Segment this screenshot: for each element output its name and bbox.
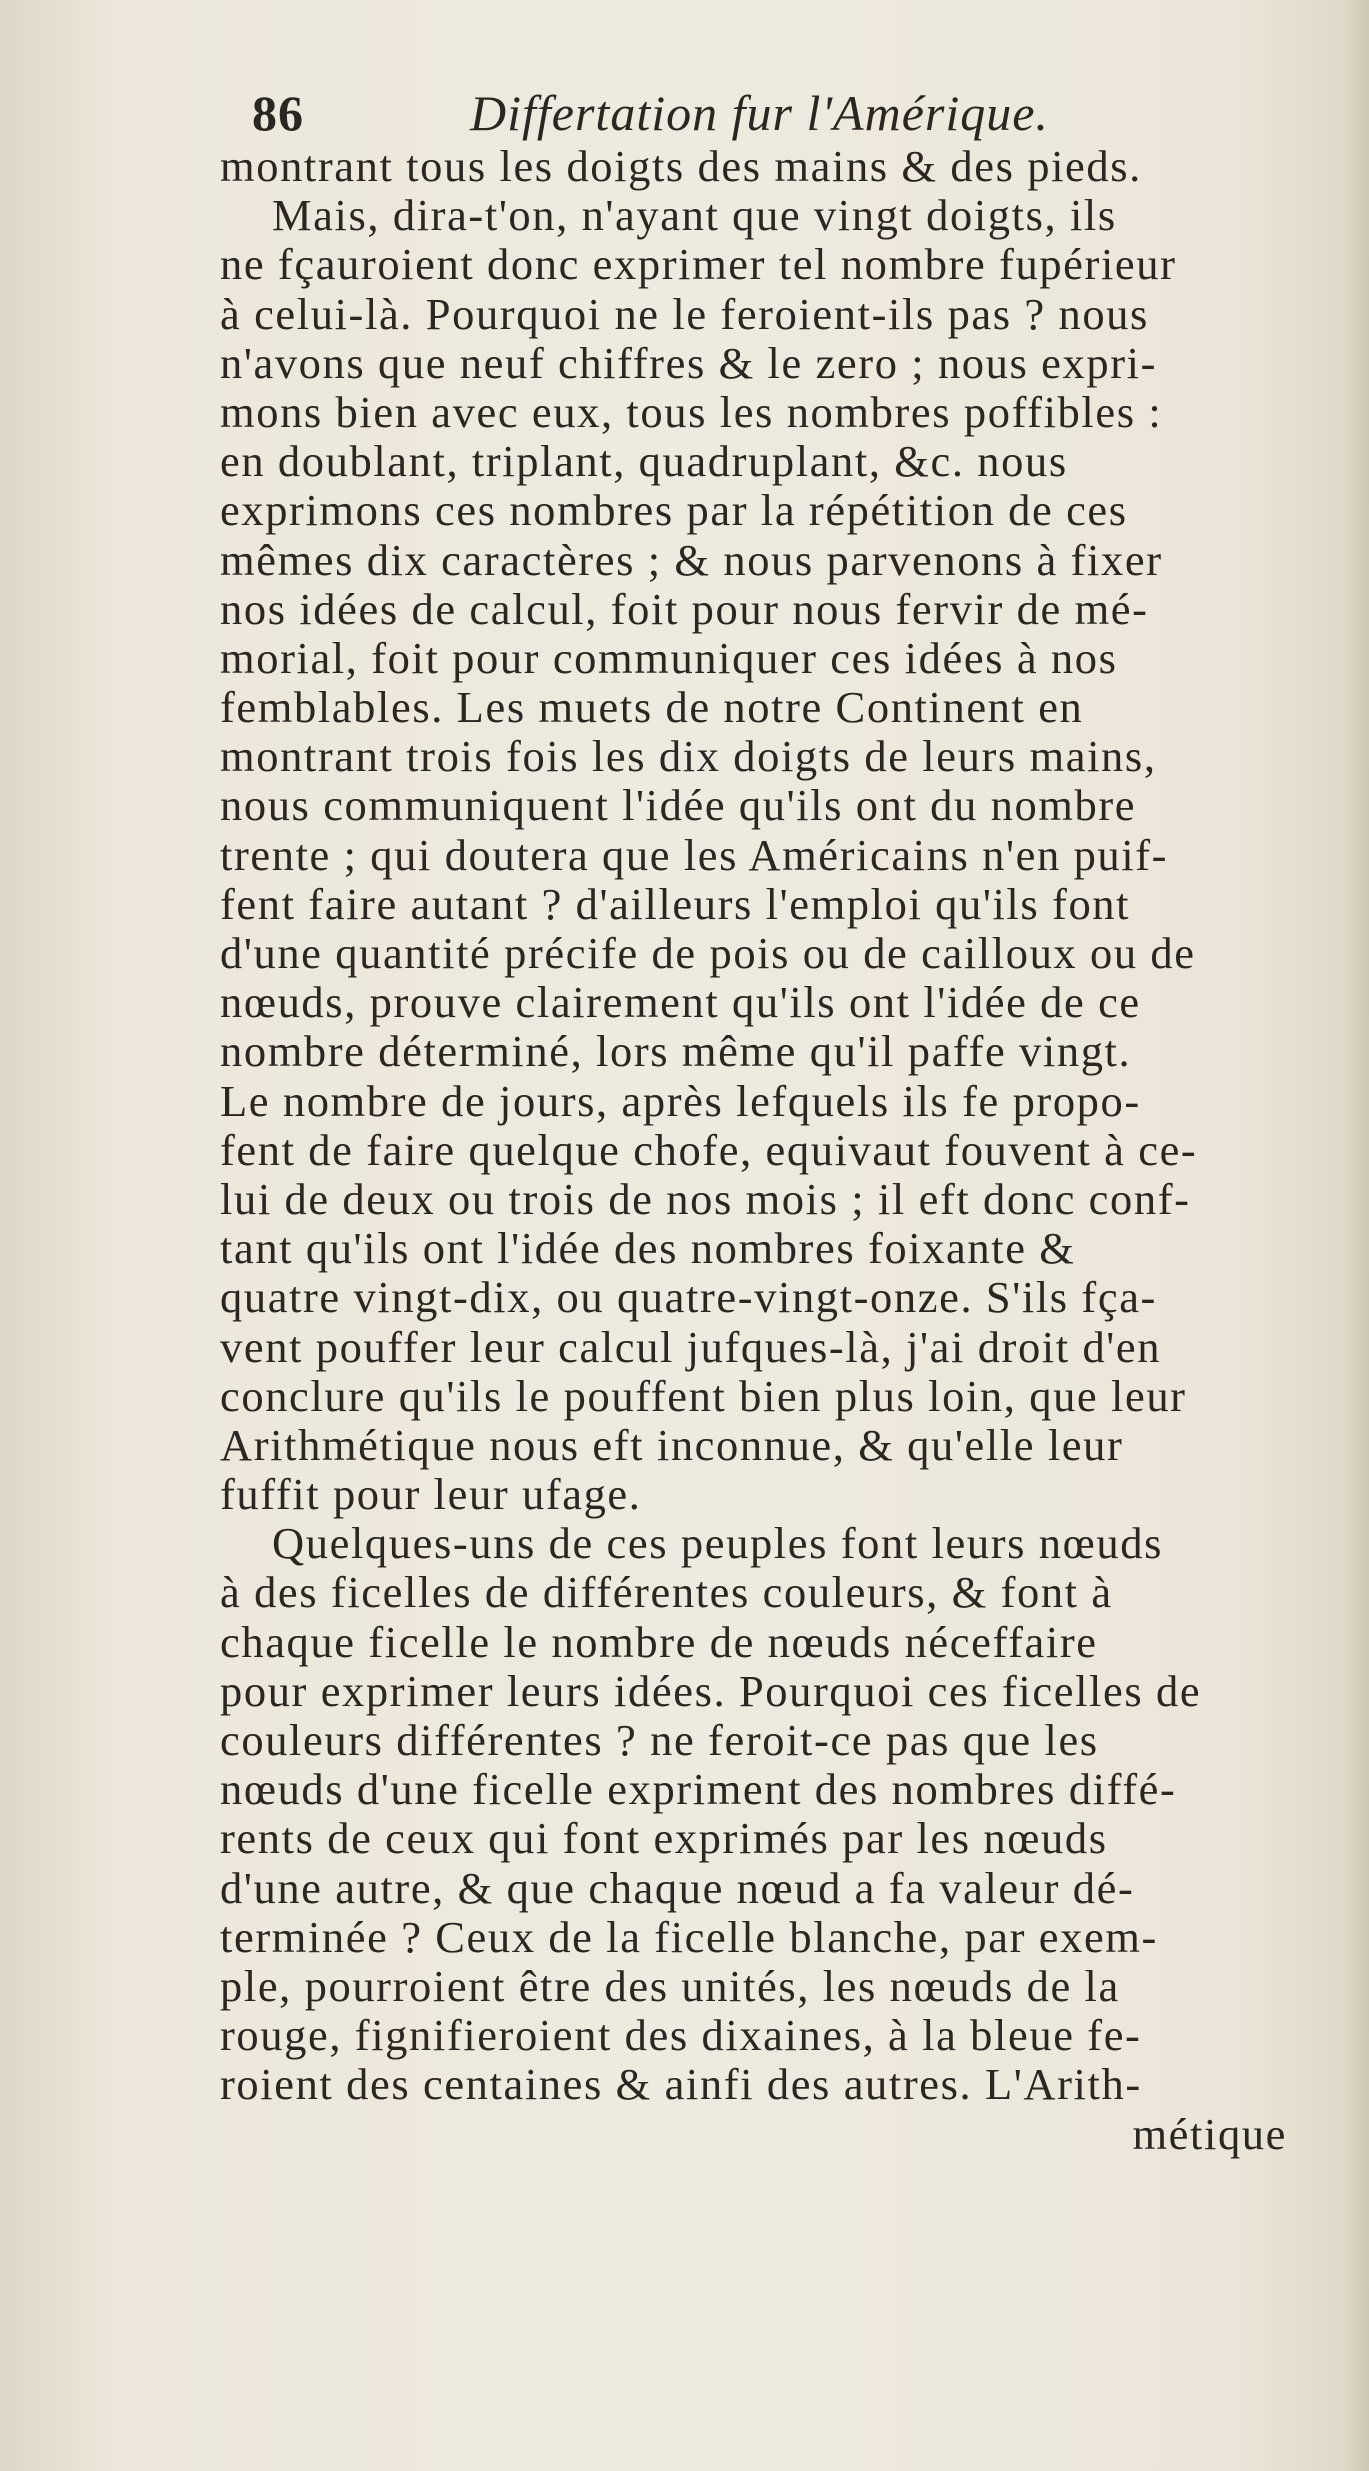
text-line: vent pouffer leur calcul jufques-là, j'ai droit d'en — [220, 1321, 1162, 1372]
text-line: d'une autre, & que chaque nœud a fa valeur dé- — [220, 1862, 1135, 1913]
catchword: métique — [1132, 2108, 1287, 2159]
text-line: d'une quantité précife de pois ou de cailloux ou de — [220, 928, 1196, 978]
text-line: Quelques-uns de ces peuples font leurs nœuds — [272, 1518, 1163, 1569]
text-line: exprimons ces nombres par la répétition de ces — [220, 485, 1128, 536]
page-number: 86 — [252, 85, 304, 141]
body-text — [220, 142, 1335, 2159]
text-line: roient des centaines & ainfi des autres. L'Arith- — [220, 2059, 1142, 2110]
text-line: morial, foit pour communiquer ces idées à nos — [220, 632, 1118, 683]
text-line: à celui-là. Pourquoi ne le feroient-ils pas ? nous — [220, 288, 1149, 339]
text-line: Le nombre de jours, après lefquels ils fe propo- — [220, 1075, 1141, 1126]
text-line: mêmes dix caractères ; & nous parvenons à fixer — [220, 534, 1163, 585]
text-line: ne fçauroient donc exprimer tel nombre fupérieur — [220, 239, 1177, 290]
text-line: à des ficelles de différentes couleurs, & font à — [220, 1567, 1113, 1618]
text-line: nos idées de calcul, foit pour nous fervir de mé- — [220, 583, 1149, 634]
page-edge-shadow — [1343, 0, 1369, 2471]
text-line: nœuds, prouve clairement qu'ils ont l'idée de ce — [220, 977, 1141, 1028]
page-header — [252, 84, 1249, 144]
text-line: Arithmétique nous eft inconnue, & qu'elle leur — [220, 1419, 1124, 1470]
text-line: lui de deux ou trois de nos mois ; il eft donc conf- — [220, 1173, 1191, 1224]
text-line: conclure qu'ils le pouffent bien plus loin, que leur — [220, 1370, 1187, 1421]
text-line: trente ; qui doutera que les Américains n'en puif- — [220, 829, 1169, 880]
text-line: montrant tous les doigts des mains & des pieds. — [220, 141, 1142, 191]
text-line: tant qu'ils ont l'idée des nombres foixante & — [220, 1223, 1076, 1274]
text-line: quatre vingt-dix, ou quatre-vingt-onze. S'ils fça- — [220, 1272, 1157, 1323]
text-line: rents de ceux qui font exprimés par les nœuds — [220, 1813, 1108, 1864]
text-line: nous communiquent l'idée qu'ils ont du nombre — [220, 780, 1137, 831]
text-line: pour exprimer leurs idées. Pourquoi ces ficelles de — [220, 1665, 1202, 1716]
text-line: nombre déterminé, lors même qu'il paffe vingt. — [220, 1026, 1132, 1077]
text-line: en doublant, triplant, quadruplant, &c. nous — [220, 436, 1068, 487]
text-line: terminée ? Ceux de la ficelle blanche, par exem- — [220, 1911, 1158, 1962]
text-line: Mais, dira-t'on, n'ayant que vingt doigts, ils — [272, 190, 1117, 241]
text-line: nœuds d'une ficelle expriment des nombres diffé- — [220, 1764, 1177, 1815]
text-line: ple, pourroient être des unités, les nœuds de la — [220, 1960, 1120, 2011]
text-line: fuffit pour leur ufage. — [220, 1469, 642, 1520]
text-line: mons bien avec eux, tous les nombres poffibles : — [220, 386, 1163, 437]
text-line: femblables. Les muets de notre Continent en — [220, 682, 1084, 733]
running-title: Differtation fur l'Amérique. — [470, 85, 1049, 141]
text-line: chaque ficelle le nombre de nœuds néceffaire — [220, 1616, 1098, 1667]
text-line: rouge, fignifieroient des dixaines, à la bleue fe- — [220, 2010, 1142, 2061]
text-line: couleurs différentes ? ne feroit-ce pas que les — [220, 1715, 1099, 1765]
text-line: fent de faire quelque chofe, equivaut fouvent à ce- — [220, 1124, 1198, 1175]
text-line: fent faire autant ? d'ailleurs l'emploi qu'ils font — [220, 878, 1131, 929]
text-line: montrant trois fois les dix doigts de leurs mains, — [220, 731, 1157, 782]
text-line: n'avons que neuf chiffres & le zero ; nous expri- — [220, 337, 1158, 388]
